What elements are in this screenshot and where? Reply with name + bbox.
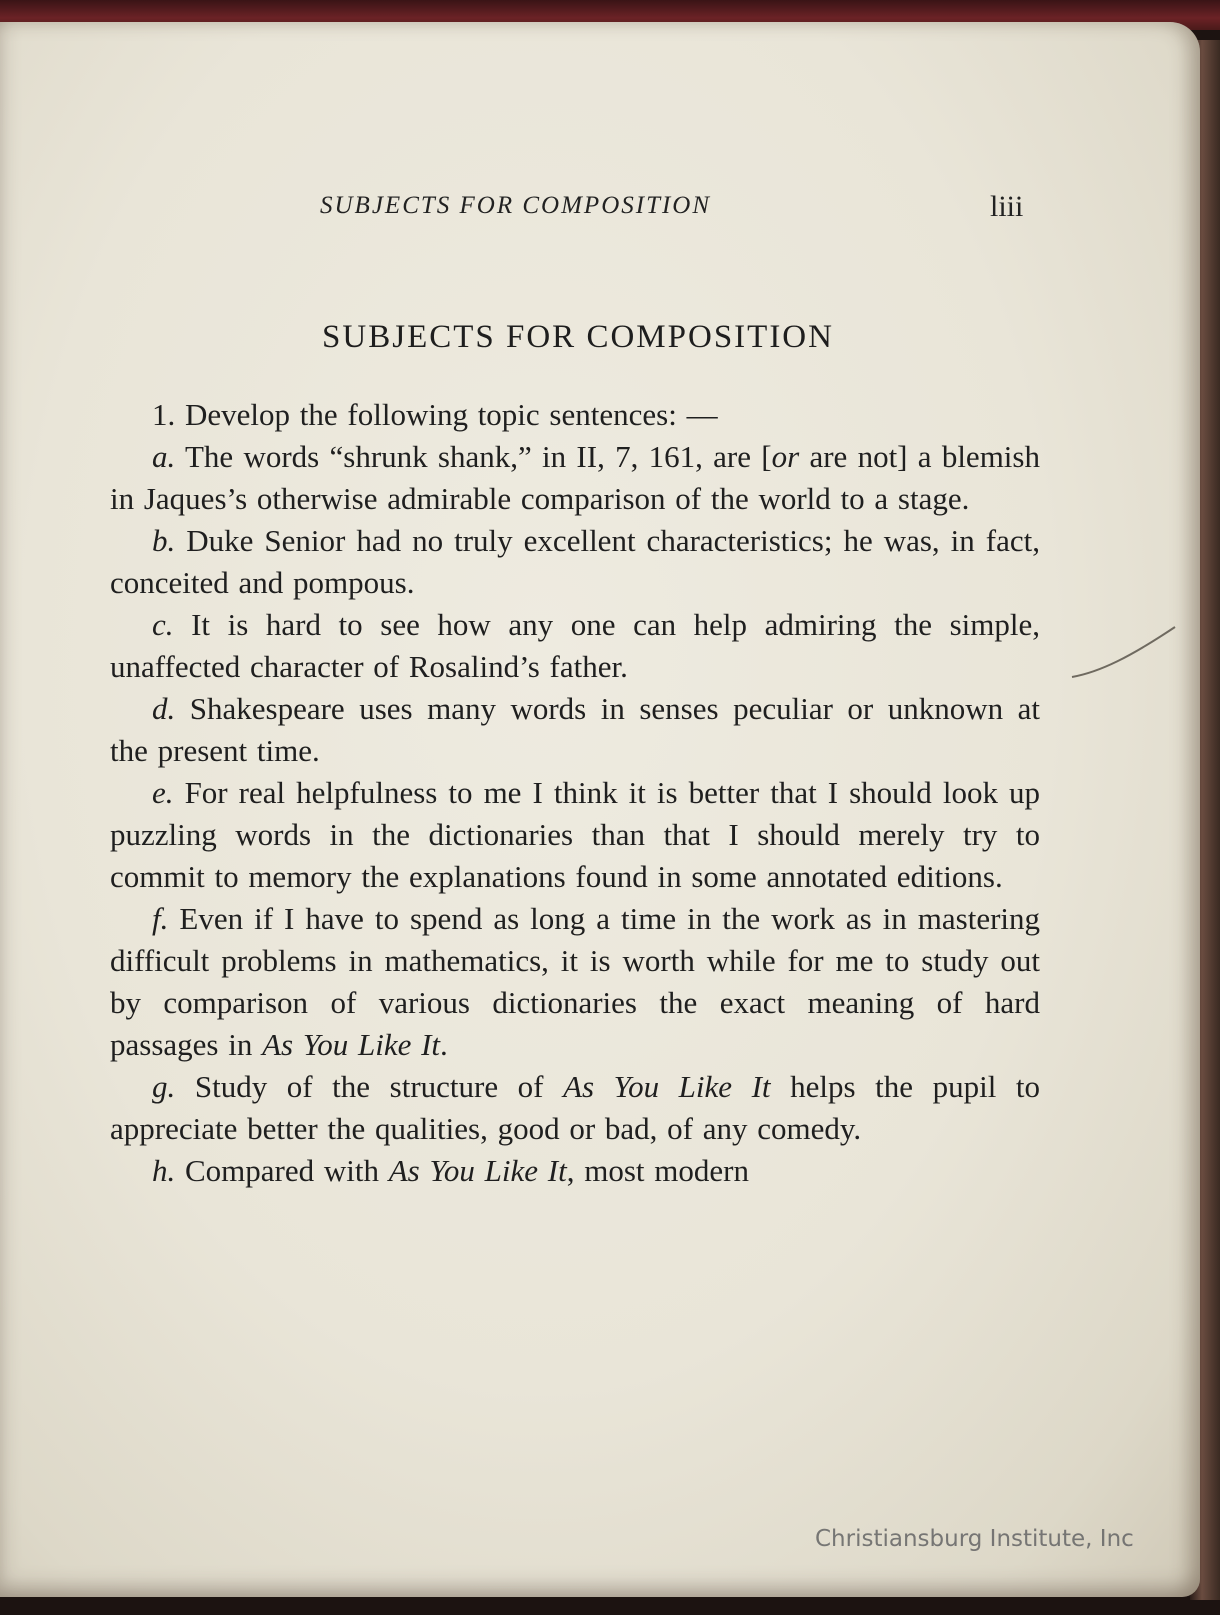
item-letter: g.: [152, 1069, 176, 1104]
body-text: [110, 394, 1040, 1192]
item-text-end: helps the pupil to appreciate better the qualities, good or bad, of any comedy.: [110, 1069, 1041, 1146]
item-text-rest: are not] a blemish in Jaques’s otherwise admirable comparison of the world to a stage.: [110, 439, 1040, 516]
item-letter: f.: [152, 901, 169, 936]
item-title-ref: As You Like It: [262, 1027, 441, 1062]
intro-line: 1. Develop the following topic sentences: —: [152, 397, 718, 432]
item-text-italic: or: [771, 439, 800, 474]
item-c: [110, 604, 1040, 688]
item-b: [110, 520, 1040, 604]
item-text: Compared with: [185, 1153, 389, 1188]
item-letter: b.: [152, 523, 176, 558]
item-text: Study of the structure of: [194, 1069, 564, 1104]
book-page: [0, 22, 1200, 1597]
watermark: Christiansburg Institute, Inc: [815, 1526, 1134, 1552]
item-letter: e.: [152, 775, 174, 810]
item-text: For real helpfulness to me I think it is better that I should look up puzzling words in the dictionaries than that I should merely try to commit to memory the explanations found in some annotated editions.: [110, 775, 1040, 894]
item-e: [110, 772, 1040, 898]
item-f: [110, 898, 1040, 1066]
item-d: [110, 688, 1040, 772]
item-text: Shakespeare uses many words in senses peculiar or unknown at the present time.: [110, 691, 1040, 768]
item-text: The words “shrunk shank,” in II, 7, 161, are [: [184, 439, 772, 474]
item-text: Duke Senior had no truly excellent characteristics; he was, in fact, conceited and pompous.: [110, 523, 1041, 600]
page-number: liii: [990, 190, 1024, 223]
item-text-end: , most modern: [566, 1153, 749, 1188]
section-title: SUBJECTS FOR COMPOSITION: [322, 319, 834, 355]
item-letter: h.: [152, 1153, 176, 1188]
pencil-mark: [1070, 622, 1180, 682]
item-letter: c.: [152, 607, 174, 642]
item-text: Even if I have to spend as long a time in the work as in mastering difficult problems in mathematics, it is worth while for me to study out by comparison of various dictionaries the exact meaning of hard passages in: [110, 901, 1041, 1062]
item-letter: d.: [152, 691, 176, 726]
item-text: It is hard to see how any one can help admiring the simple, unaffected character of Rosalind’s father.: [110, 607, 1040, 684]
running-head: SUBJECTS FOR COMPOSITION: [320, 192, 712, 219]
item-title-ref: As You Like It: [563, 1069, 771, 1104]
item-letter: a.: [152, 439, 176, 474]
item-h: [110, 1150, 1040, 1192]
item-a: [110, 436, 1040, 520]
item-text-end: .: [440, 1027, 448, 1062]
item-g: [110, 1066, 1040, 1150]
item-title-ref: As You Like It: [388, 1153, 567, 1188]
